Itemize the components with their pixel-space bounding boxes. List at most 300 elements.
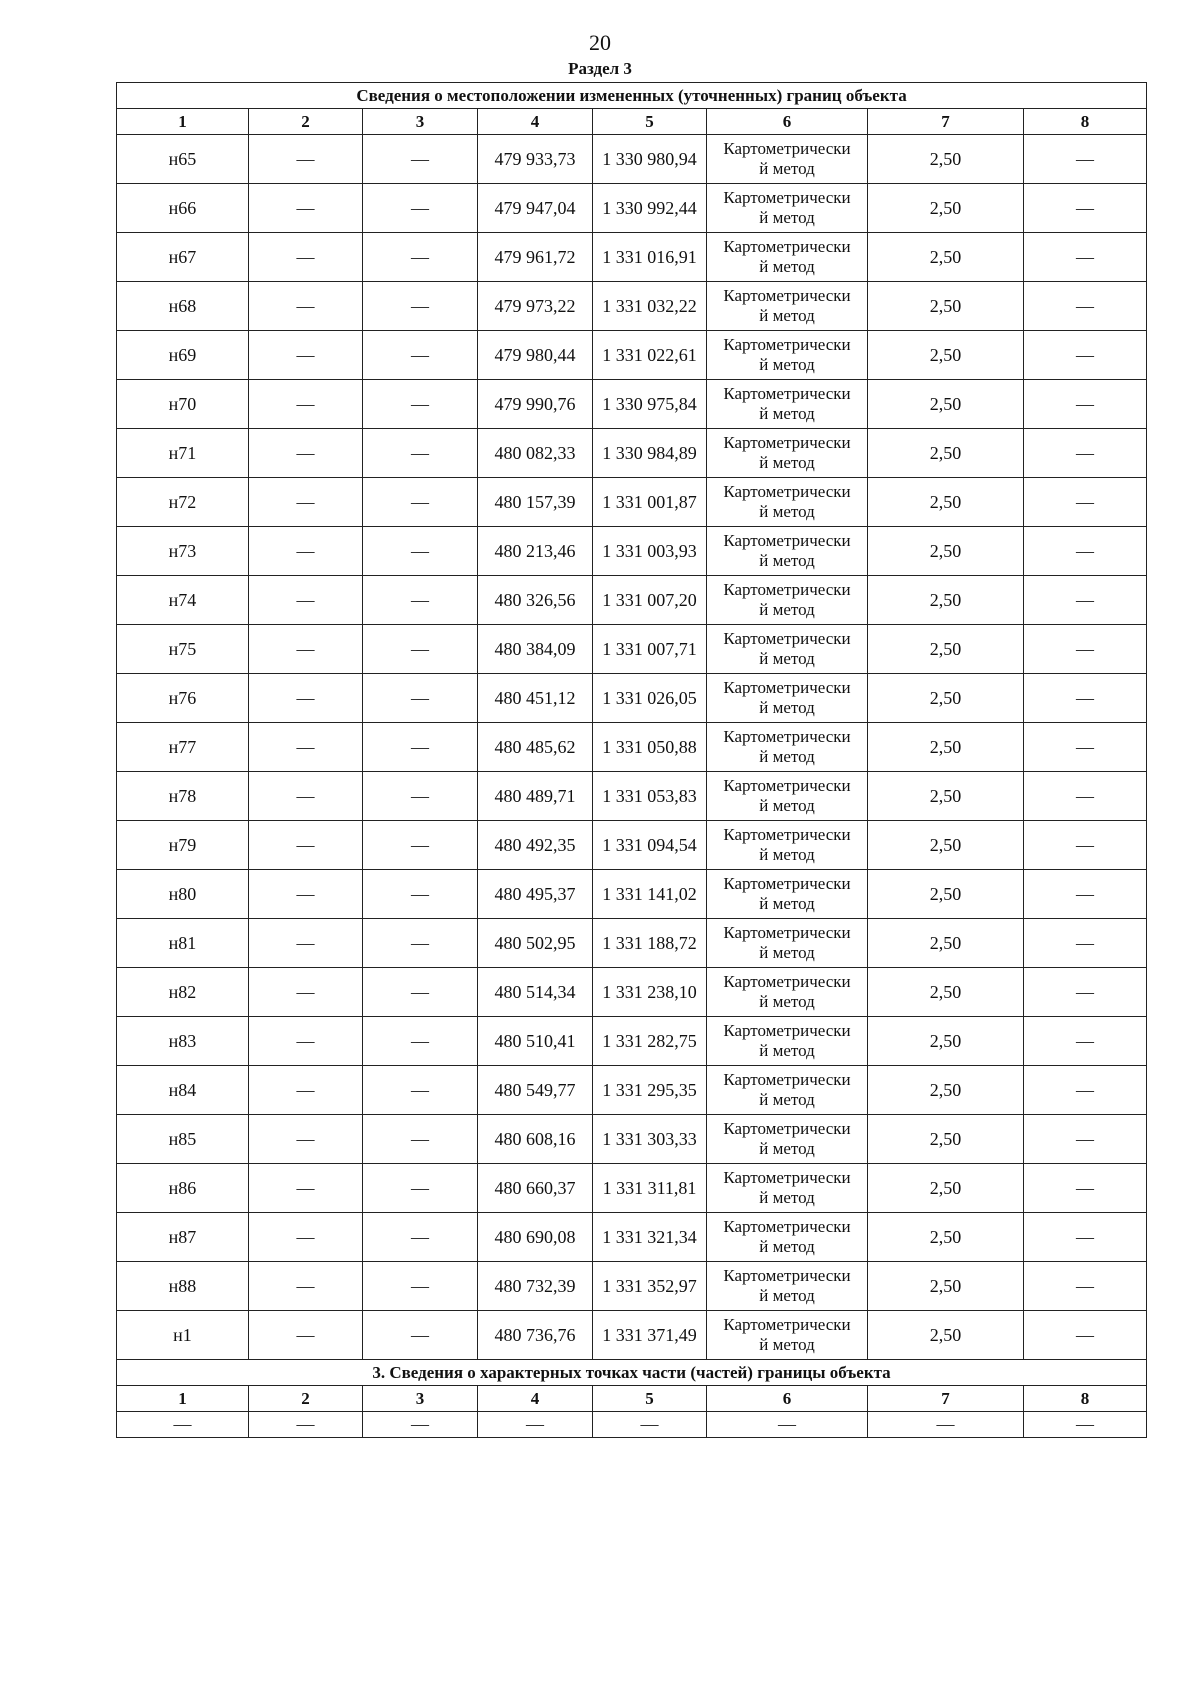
method-line: Картометрически: [723, 775, 851, 795]
table-row: [117, 723, 1147, 772]
method-line: й метод: [759, 894, 815, 913]
method-line: й метод: [759, 1286, 815, 1305]
table-row: [117, 1311, 1147, 1360]
table-cell: —: [363, 184, 478, 233]
method-line: Картометрически: [723, 873, 851, 893]
table-cell: —: [363, 723, 478, 772]
method-cell: [707, 772, 868, 821]
point-cell: н67: [117, 233, 249, 282]
coord-x-cell: 479 980,44: [478, 331, 593, 380]
part-caption-row: [117, 1360, 1147, 1386]
section-heading: Раздел 3: [568, 59, 632, 78]
coord-y-cell: 1 331 003,93: [593, 527, 707, 576]
accuracy-cell: 2,50: [868, 282, 1024, 331]
method-cell: [707, 919, 868, 968]
method-line: й метод: [759, 600, 815, 619]
table-cell: —: [1024, 331, 1147, 380]
method-line: Картометрически: [723, 1216, 851, 1236]
point-cell: н75: [117, 625, 249, 674]
coord-x-cell: 479 990,76: [478, 380, 593, 429]
table-cell: —: [1024, 1066, 1147, 1115]
method-line: й метод: [759, 551, 815, 570]
method-line: Картометрически: [723, 824, 851, 844]
table-cell: —: [249, 1115, 363, 1164]
method-line: й метод: [759, 1090, 815, 1109]
accuracy-cell: 2,50: [868, 1115, 1024, 1164]
table-cell: —: [363, 478, 478, 527]
table-body: [117, 83, 1147, 1360]
table-cell: —: [1024, 674, 1147, 723]
table-cell: —: [1024, 968, 1147, 1017]
table-cell: —: [249, 478, 363, 527]
table-cell: —: [363, 968, 478, 1017]
table-cell: —: [1024, 527, 1147, 576]
method-line: Картометрически: [723, 236, 851, 256]
point-cell: н71: [117, 429, 249, 478]
point-cell: н1: [117, 1311, 249, 1360]
method-cell: [707, 723, 868, 772]
method-cell: [707, 527, 868, 576]
table-cell: —: [1024, 1017, 1147, 1066]
method-line: й метод: [759, 208, 815, 227]
table-cell: —: [363, 1213, 478, 1262]
table-cell: —: [478, 1412, 593, 1438]
table-cell: —: [1024, 576, 1147, 625]
method-line: й метод: [759, 355, 815, 374]
table-cell: —: [363, 1164, 478, 1213]
table-cell: —: [249, 233, 363, 282]
table-cell: —: [363, 576, 478, 625]
column-header: 5: [593, 109, 707, 135]
point-cell: н82: [117, 968, 249, 1017]
coord-y-cell: 1 331 311,81: [593, 1164, 707, 1213]
accuracy-cell: 2,50: [868, 821, 1024, 870]
method-cell: [707, 870, 868, 919]
accuracy-cell: 2,50: [868, 919, 1024, 968]
coord-y-cell: 1 331 050,88: [593, 723, 707, 772]
coord-x-cell: 480 660,37: [478, 1164, 593, 1213]
column-header: 3: [363, 109, 478, 135]
coord-y-cell: 1 331 188,72: [593, 919, 707, 968]
method-line: й метод: [759, 992, 815, 1011]
coord-x-cell: 480 213,46: [478, 527, 593, 576]
method-line: Картометрически: [723, 1069, 851, 1089]
method-cell: [707, 625, 868, 674]
table-row: [117, 478, 1147, 527]
method-line: Картометрически: [723, 628, 851, 648]
table-cell: —: [249, 380, 363, 429]
method-cell: [707, 674, 868, 723]
table-cell: —: [868, 1412, 1024, 1438]
table-cell: —: [249, 919, 363, 968]
table-cell: —: [249, 184, 363, 233]
method-line: Картометрически: [723, 579, 851, 599]
table-row: [117, 282, 1147, 331]
method-cell: [707, 478, 868, 527]
column-header: 8: [1024, 109, 1147, 135]
table-cell: —: [593, 1412, 707, 1438]
table-row: [117, 576, 1147, 625]
table-cell: —: [1024, 1164, 1147, 1213]
column-header: 6: [707, 1386, 868, 1412]
method-line: й метод: [759, 747, 815, 766]
table-cell: —: [363, 1115, 478, 1164]
coord-y-cell: 1 331 321,34: [593, 1213, 707, 1262]
method-cell: [707, 1017, 868, 1066]
table-cell: —: [1024, 772, 1147, 821]
table-row: [117, 331, 1147, 380]
table-caption: Сведения о местоположении измененных (уточненных) границ объекта: [117, 83, 1147, 109]
coord-x-cell: 480 690,08: [478, 1213, 593, 1262]
table-row: [117, 135, 1147, 184]
table-cell: —: [1024, 282, 1147, 331]
method-line: Картометрически: [723, 971, 851, 991]
point-cell: н88: [117, 1262, 249, 1311]
method-line: Картометрически: [723, 1118, 851, 1138]
coord-y-cell: 1 331 016,91: [593, 233, 707, 282]
table-cell: —: [249, 674, 363, 723]
accuracy-cell: 2,50: [868, 331, 1024, 380]
table-cell: —: [249, 1262, 363, 1311]
table-cell: —: [249, 723, 363, 772]
table-cell: —: [1024, 723, 1147, 772]
method-line: Картометрически: [723, 138, 851, 158]
table-cell: —: [1024, 1115, 1147, 1164]
table-cell: —: [1024, 135, 1147, 184]
table-row: [117, 1115, 1147, 1164]
table-caption-row: [117, 83, 1147, 109]
table-cell: —: [249, 1213, 363, 1262]
table-row: [117, 429, 1147, 478]
table-row: [117, 184, 1147, 233]
table-cell: —: [363, 674, 478, 723]
table-cell: —: [363, 429, 478, 478]
method-line: Картометрически: [723, 334, 851, 354]
table-cell: —: [363, 1017, 478, 1066]
table-cell: —: [249, 429, 363, 478]
table-cell: —: [249, 1017, 363, 1066]
table-cell: —: [363, 772, 478, 821]
coord-y-cell: 1 331 032,22: [593, 282, 707, 331]
coord-y-cell: 1 331 001,87: [593, 478, 707, 527]
method-line: Картометрически: [723, 530, 851, 550]
table-cell: —: [1024, 625, 1147, 674]
coord-y-cell: 1 331 282,75: [593, 1017, 707, 1066]
method-line: й метод: [759, 1041, 815, 1060]
coord-x-cell: 480 549,77: [478, 1066, 593, 1115]
method-line: й метод: [759, 796, 815, 815]
point-cell: н77: [117, 723, 249, 772]
column-header: 7: [868, 1386, 1024, 1412]
table-cell: —: [249, 870, 363, 919]
table-cell: —: [1024, 821, 1147, 870]
table-cell: —: [1024, 233, 1147, 282]
accuracy-cell: 2,50: [868, 478, 1024, 527]
point-cell: н65: [117, 135, 249, 184]
method-line: Картометрически: [723, 1020, 851, 1040]
method-cell: [707, 282, 868, 331]
page-number: 20: [589, 30, 611, 55]
method-cell: [707, 576, 868, 625]
column-header-row: [117, 109, 1147, 135]
method-line: Картометрически: [723, 1167, 851, 1187]
column-header: 2: [249, 1386, 363, 1412]
method-cell: [707, 331, 868, 380]
column-header: 4: [478, 1386, 593, 1412]
accuracy-cell: 2,50: [868, 135, 1024, 184]
coord-y-cell: 1 331 295,35: [593, 1066, 707, 1115]
method-line: й метод: [759, 502, 815, 521]
method-cell: [707, 1115, 868, 1164]
coord-y-cell: 1 331 007,20: [593, 576, 707, 625]
accuracy-cell: 2,50: [868, 723, 1024, 772]
point-cell: н73: [117, 527, 249, 576]
coord-y-cell: 1 331 022,61: [593, 331, 707, 380]
method-cell: [707, 1213, 868, 1262]
coord-x-cell: 480 326,56: [478, 576, 593, 625]
table-cell: —: [249, 576, 363, 625]
table-cell: —: [363, 233, 478, 282]
column-header: 3: [363, 1386, 478, 1412]
point-cell: н70: [117, 380, 249, 429]
table-cell: —: [249, 1311, 363, 1360]
table-cell: —: [1024, 870, 1147, 919]
coord-x-cell: 480 510,41: [478, 1017, 593, 1066]
method-cell: [707, 184, 868, 233]
method-cell: [707, 821, 868, 870]
table-cell: —: [1024, 380, 1147, 429]
table-row: [117, 1066, 1147, 1115]
method-line: й метод: [759, 257, 815, 276]
table-cell: —: [249, 772, 363, 821]
method-line: й метод: [759, 845, 815, 864]
accuracy-cell: 2,50: [868, 1262, 1024, 1311]
method-line: й метод: [759, 1237, 815, 1256]
part-caption: 3. Сведения о характерных точках части (частей) границы объекта: [117, 1360, 1147, 1386]
table-row: [117, 674, 1147, 723]
accuracy-cell: 2,50: [868, 1017, 1024, 1066]
column-header: 5: [593, 1386, 707, 1412]
method-line: й метод: [759, 159, 815, 178]
method-line: Картометрически: [723, 383, 851, 403]
table-row: [117, 968, 1147, 1017]
table-cell: —: [363, 1311, 478, 1360]
table-row: [117, 919, 1147, 968]
method-cell: [707, 1164, 868, 1213]
table-row: [117, 870, 1147, 919]
table-cell: —: [363, 1066, 478, 1115]
table-cell: —: [363, 870, 478, 919]
coord-y-cell: 1 331 371,49: [593, 1311, 707, 1360]
table-row: [117, 1262, 1147, 1311]
method-cell: [707, 1066, 868, 1115]
method-line: й метод: [759, 943, 815, 962]
method-line: й метод: [759, 649, 815, 668]
method-line: Картометрически: [723, 285, 851, 305]
table-cell: —: [363, 331, 478, 380]
method-line: Картометрически: [723, 1314, 851, 1334]
table-cell: —: [249, 1066, 363, 1115]
accuracy-cell: 2,50: [868, 527, 1024, 576]
method-line: Картометрически: [723, 1265, 851, 1285]
table-cell: —: [1024, 1311, 1147, 1360]
coord-x-cell: 479 973,22: [478, 282, 593, 331]
table-cell: —: [117, 1412, 249, 1438]
point-cell: н68: [117, 282, 249, 331]
table-cell: —: [1024, 429, 1147, 478]
coord-y-cell: 1 331 352,97: [593, 1262, 707, 1311]
table-row: [117, 772, 1147, 821]
method-line: й метод: [759, 1188, 815, 1207]
coord-x-cell: 480 492,35: [478, 821, 593, 870]
method-line: Картометрически: [723, 922, 851, 942]
method-line: й метод: [759, 1139, 815, 1158]
table-cell: —: [363, 1412, 478, 1438]
table-cell: —: [363, 1262, 478, 1311]
coord-x-cell: 480 157,39: [478, 478, 593, 527]
table-cell: —: [363, 821, 478, 870]
table-cell: —: [249, 282, 363, 331]
table-cell: —: [1024, 1262, 1147, 1311]
coord-x-cell: 480 736,76: [478, 1311, 593, 1360]
method-line: Картометрически: [723, 432, 851, 452]
table-cell: —: [363, 625, 478, 674]
coord-y-cell: 1 330 984,89: [593, 429, 707, 478]
column-header: 2: [249, 109, 363, 135]
method-line: й метод: [759, 404, 815, 423]
method-line: Картометрически: [723, 726, 851, 746]
table-row: [117, 380, 1147, 429]
coord-x-cell: 479 933,73: [478, 135, 593, 184]
accuracy-cell: 2,50: [868, 968, 1024, 1017]
table-row: [117, 1213, 1147, 1262]
method-cell: [707, 233, 868, 282]
column-header: 6: [707, 109, 868, 135]
method-cell: [707, 429, 868, 478]
table-row: [117, 625, 1147, 674]
method-cell: [707, 135, 868, 184]
accuracy-cell: 2,50: [868, 772, 1024, 821]
coord-x-cell: 480 608,16: [478, 1115, 593, 1164]
accuracy-cell: 2,50: [868, 1311, 1024, 1360]
coord-x-cell: 480 732,39: [478, 1262, 593, 1311]
accuracy-cell: 2,50: [868, 1213, 1024, 1262]
point-cell: н72: [117, 478, 249, 527]
coord-y-cell: 1 330 975,84: [593, 380, 707, 429]
coord-y-cell: 1 331 141,02: [593, 870, 707, 919]
table-cell: —: [249, 625, 363, 674]
column-header: 8: [1024, 1386, 1147, 1412]
table-cell: —: [249, 1164, 363, 1213]
coord-y-cell: 1 331 053,83: [593, 772, 707, 821]
coord-y-cell: 1 331 007,71: [593, 625, 707, 674]
method-line: Картометрически: [723, 481, 851, 501]
column-header: 4: [478, 109, 593, 135]
coord-y-cell: 1 330 992,44: [593, 184, 707, 233]
coord-x-cell: 480 485,62: [478, 723, 593, 772]
coord-x-cell: 480 082,33: [478, 429, 593, 478]
method-line: й метод: [759, 453, 815, 472]
table-cell: —: [249, 1412, 363, 1438]
column-header: 7: [868, 109, 1024, 135]
table-cell: —: [249, 821, 363, 870]
point-cell: н86: [117, 1164, 249, 1213]
method-cell: [707, 380, 868, 429]
table-row: [117, 821, 1147, 870]
table-cell: —: [1024, 184, 1147, 233]
coord-x-cell: 480 384,09: [478, 625, 593, 674]
table-row: [117, 233, 1147, 282]
accuracy-cell: 2,50: [868, 870, 1024, 919]
coord-y-cell: 1 331 094,54: [593, 821, 707, 870]
coord-x-cell: 480 495,37: [478, 870, 593, 919]
table-cell: —: [707, 1412, 868, 1438]
method-line: й метод: [759, 698, 815, 717]
coord-x-cell: 479 947,04: [478, 184, 593, 233]
coordinates-table: [116, 82, 1147, 1438]
accuracy-cell: 2,50: [868, 1164, 1024, 1213]
coord-y-cell: 1 330 980,94: [593, 135, 707, 184]
table-cell: —: [363, 282, 478, 331]
table-cell: —: [1024, 478, 1147, 527]
table-cell: —: [363, 527, 478, 576]
point-cell: н85: [117, 1115, 249, 1164]
method-cell: [707, 1262, 868, 1311]
accuracy-cell: 2,50: [868, 576, 1024, 625]
table-cell: —: [363, 135, 478, 184]
table-cell: —: [249, 331, 363, 380]
column-header: 1: [117, 109, 249, 135]
point-cell: н79: [117, 821, 249, 870]
coord-y-cell: 1 331 303,33: [593, 1115, 707, 1164]
coord-x-cell: 480 489,71: [478, 772, 593, 821]
method-line: Картометрически: [723, 677, 851, 697]
accuracy-cell: 2,50: [868, 429, 1024, 478]
coord-x-cell: 479 961,72: [478, 233, 593, 282]
method-line: й метод: [759, 1335, 815, 1354]
coord-x-cell: 480 502,95: [478, 919, 593, 968]
point-cell: н76: [117, 674, 249, 723]
table-row: [117, 527, 1147, 576]
accuracy-cell: 2,50: [868, 674, 1024, 723]
table-cell: —: [1024, 1412, 1147, 1438]
table-cell: —: [363, 919, 478, 968]
accuracy-cell: 2,50: [868, 625, 1024, 674]
method-cell: [707, 968, 868, 1017]
accuracy-cell: 2,50: [868, 233, 1024, 282]
point-cell: н78: [117, 772, 249, 821]
accuracy-cell: 2,50: [868, 1066, 1024, 1115]
point-cell: н87: [117, 1213, 249, 1262]
table-cell: —: [249, 968, 363, 1017]
accuracy-cell: 2,50: [868, 184, 1024, 233]
table-cell: —: [249, 135, 363, 184]
point-cell: н84: [117, 1066, 249, 1115]
point-cell: н69: [117, 331, 249, 380]
table-cell: —: [1024, 919, 1147, 968]
part-section: [117, 1360, 1147, 1438]
coord-y-cell: 1 331 238,10: [593, 968, 707, 1017]
table-cell: —: [249, 527, 363, 576]
table-row: [117, 1017, 1147, 1066]
part-column-header-row: [117, 1386, 1147, 1412]
method-line: Картометрически: [723, 187, 851, 207]
coord-x-cell: 480 451,12: [478, 674, 593, 723]
table-row: [117, 1164, 1147, 1213]
coord-x-cell: 480 514,34: [478, 968, 593, 1017]
method-cell: [707, 1311, 868, 1360]
accuracy-cell: 2,50: [868, 380, 1024, 429]
